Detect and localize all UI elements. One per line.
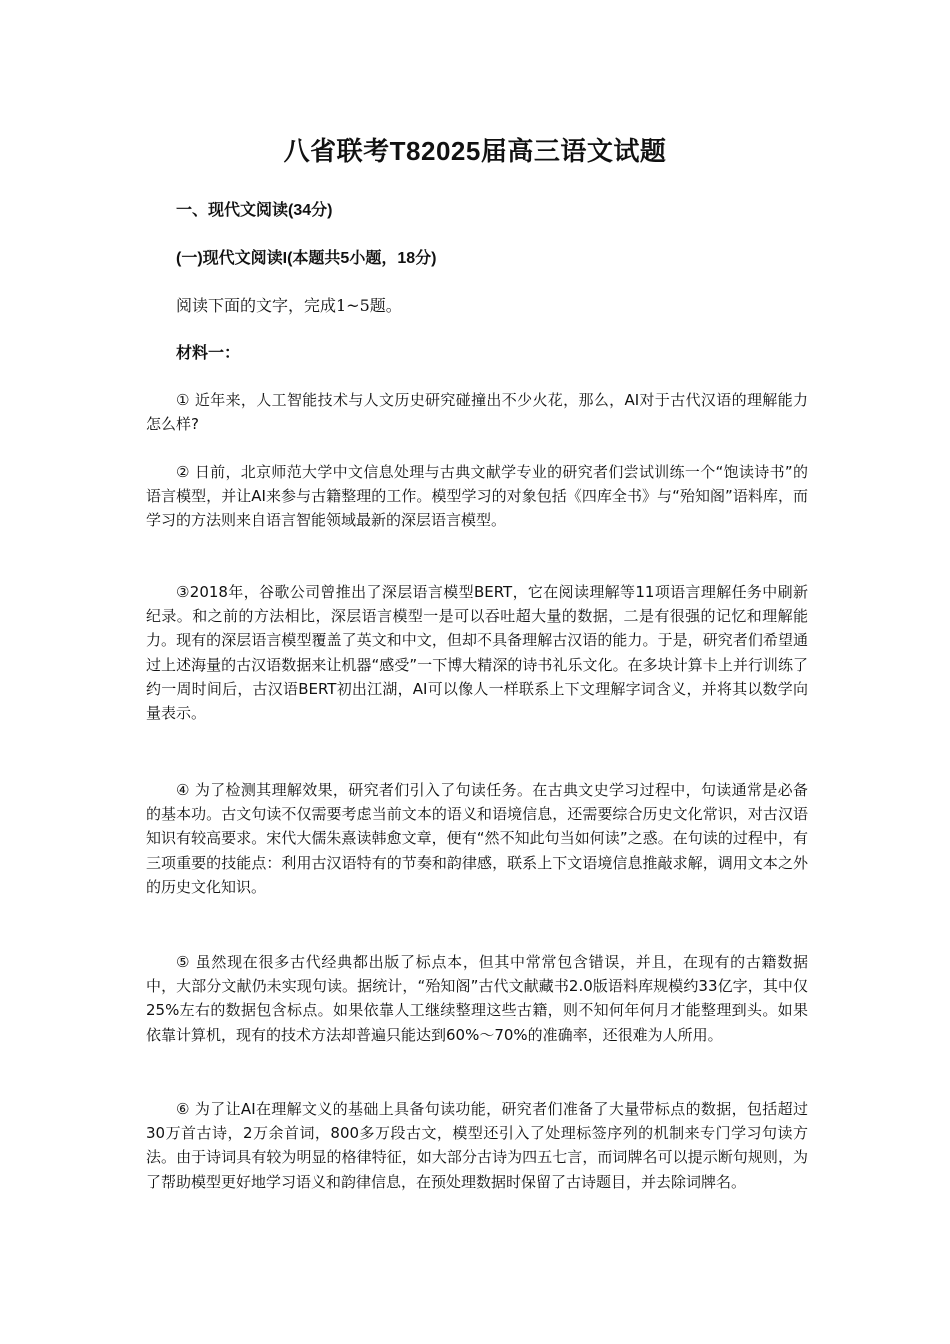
- subsection-heading: (一)现代文阅读I(本题共5小题，18分): [176, 250, 437, 267]
- paragraph-6: ⑥ 为了让AI在理解文义的基础上具备句读功能，研究者们准备了大量带标点的数据，包括超过30万首古诗，2万余首词，800多万段古文，模型还引入了处理标签序列的机制来专门学习句读方法。由于诗词具有较为明显的格律特征，如大部分古诗为四五七言，而词牌名可以提示断句规则，为了帮助模型更好地学习语义和韵律信息，在预处理数据时保留了古诗题目，并去除词牌名。: [146, 1100, 808, 1191]
- paragraph-4: ④ 为了检测其理解效果，研究者们引入了句读任务。在古典文史学习过程中，句读通常是必备的基本功。古文句读不仅需要考虑当前文本的语义和语境信息，还需要综合历史文化常识，对古汉语知识有较高要求。宋代大儒朱熹读韩愈文章，便有“然不知此句当如何读”之惑。在句读的过程中，有三项重要的技能点：利用古汉语特有的节奏和韵律感，联系上下文语境信息推敲求解，调用文本之外的历史文化知识。: [146, 781, 808, 896]
- section-heading: 一、现代文阅读(34分): [176, 202, 333, 219]
- paragraph-3: ③2018年，谷歌公司曾推出了深层语言模型BERT，它在阅读理解等11项语言理解任务中刷新纪录。和之前的方法相比，深层语言模型一是可以吞吐超大量的数据，二是有很强的记忆和理解能力。现有的深层语言模型覆盖了英文和中文，但却不具备理解古汉语的能力。于是，研究者们希望通过上述海量的古汉语数据来让机器“感受”一下博大精深的诗书礼乐文化。在多块计算卡上并行训练了约一周时间后，古汉语BERT初出江湖，AI可以像人一样联系上下文理解字词含义，并将其以数学向量表示。: [146, 583, 808, 723]
- page-title: 八省联考T82025届高三语文试题: [283, 136, 667, 166]
- paragraph-1: ① 近年来，人工智能技术与人文历史研究碰撞出不少火花，那么，AI对于古代汉语的理解能力怎么样?: [146, 391, 808, 434]
- material-label: 材料一：: [176, 345, 241, 362]
- instruction-text: 阅读下面的文字，完成1~5题。: [176, 296, 402, 315]
- paragraph-5: ⑤ 虽然现在很多古代经典都出版了标点本，但其中常常包含错误，并且，在现有的古籍数据中，大部分文献仍未实现句读。据统计，“殆知阁”古代文献藏书2.0版语料库规模约33亿字，其中仅25%左右的数据包含标点。如果依靠人工继续整理这些古籍，则不知何年何月才能整理到头。如果依靠计算机，现有的技术方法却普遍只能达到60%～70%的准确率，还很难为人所用。: [146, 953, 808, 1044]
- paragraph-2: ② 日前，北京师范大学中文信息处理与古典文献学专业的研究者们尝试训练一个“饱读诗书”的语言模型，并让AI来参与古籍整理的工作。模型学习的对象包括《四库全书》与“殆知阁”语料库，而学习的方法则来自语言智能领域最新的深层语言模型。: [146, 463, 808, 530]
